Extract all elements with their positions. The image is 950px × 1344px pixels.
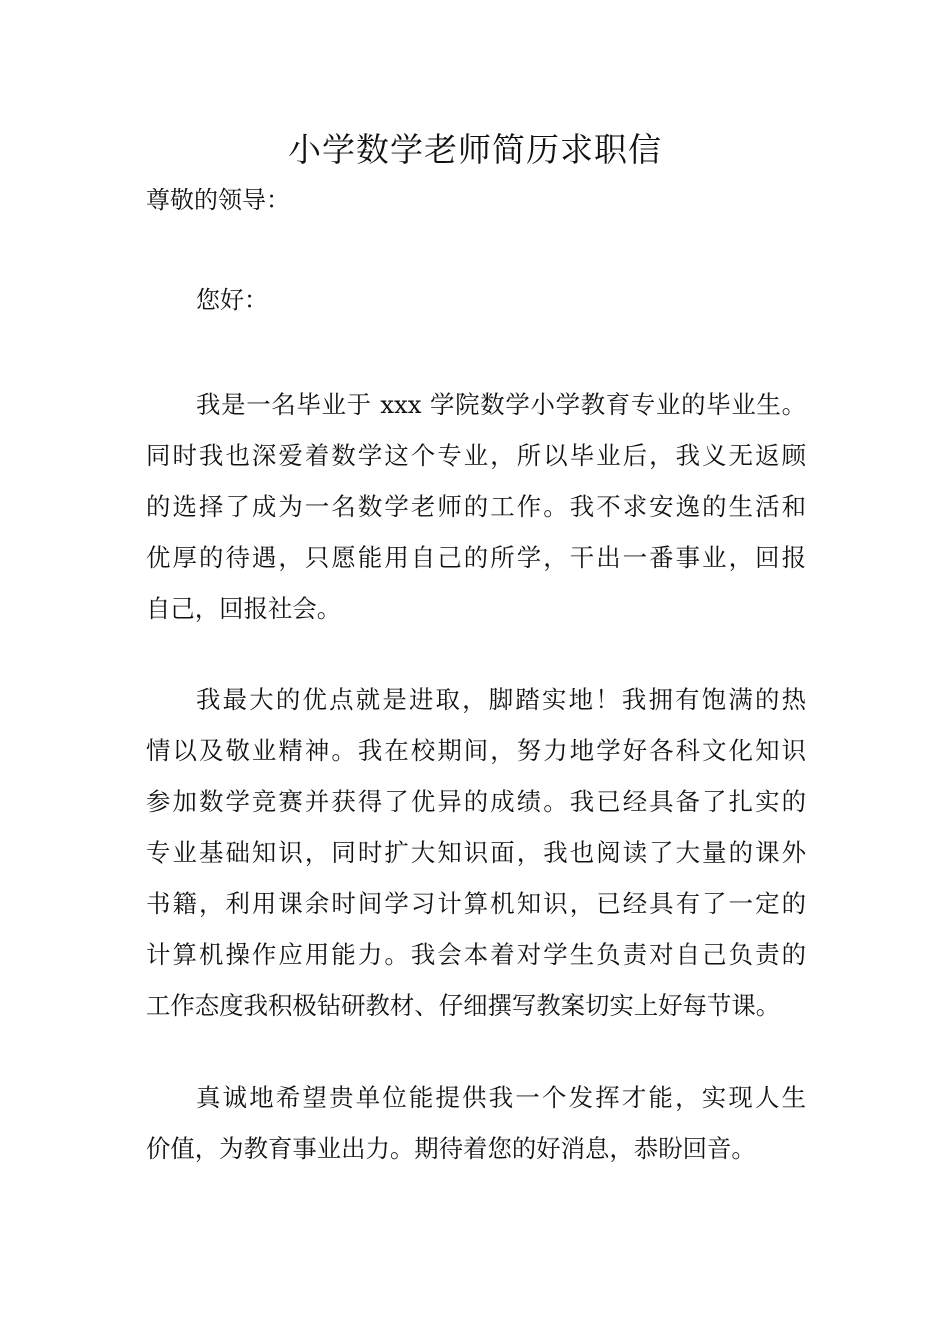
paragraph-closing	[146, 1072, 806, 1174]
paragraph-line: 优厚的待遇，只愿能用自己的所学，干出一番事业，回报	[146, 543, 806, 572]
paragraph-introduction	[146, 379, 806, 634]
paragraph-line: 专业基础知识，同时扩大知识面，我也阅读了大量的课外	[146, 838, 806, 867]
paragraph-line: 情以及敬业精神。我在校期间，努力地学好各科文化知识	[146, 736, 806, 765]
greeting: 您好：	[196, 286, 268, 314]
paragraph-line: 的选择了成为一名数学老师的工作。我不求安逸的生活和	[146, 492, 806, 521]
paragraph-line: 同时我也深爱着数学这个专业，所以毕业后，我义无返顾	[146, 441, 806, 470]
page-title: 小学数学老师简历求职信	[288, 130, 662, 169]
paragraph-line: 真诚地希望贵单位能提供我一个发挥才能，实现人生	[196, 1083, 806, 1112]
paragraph-line: 计算机操作应用能力。我会本着对学生负责对自己负责的	[146, 940, 806, 969]
paragraph-strengths	[146, 674, 806, 1031]
paragraph-line: 参加数学竞赛并获得了优异的成绩。我已经具备了扎实的	[146, 787, 806, 816]
paragraph-line: 我是一名毕业于 xxx 学院数学小学教育专业的毕业生。	[196, 390, 806, 419]
paragraph-line: 我最大的优点就是进取，脚踏实地！我拥有饱满的热	[196, 685, 806, 714]
paragraph-line: 价值，为教育事业出力。期待着您的好消息，恭盼回音。	[146, 1134, 756, 1163]
paragraph-line: 工作态度我积极钻研教材、仔细撰写教案切实上好每节课。	[146, 991, 781, 1020]
salutation: 尊敬的领导：	[146, 186, 290, 214]
paragraph-line: 书籍，利用课余时间学习计算机知识，已经具有了一定的	[146, 889, 806, 918]
paragraph-line: 自己，回报社会。	[146, 594, 342, 623]
